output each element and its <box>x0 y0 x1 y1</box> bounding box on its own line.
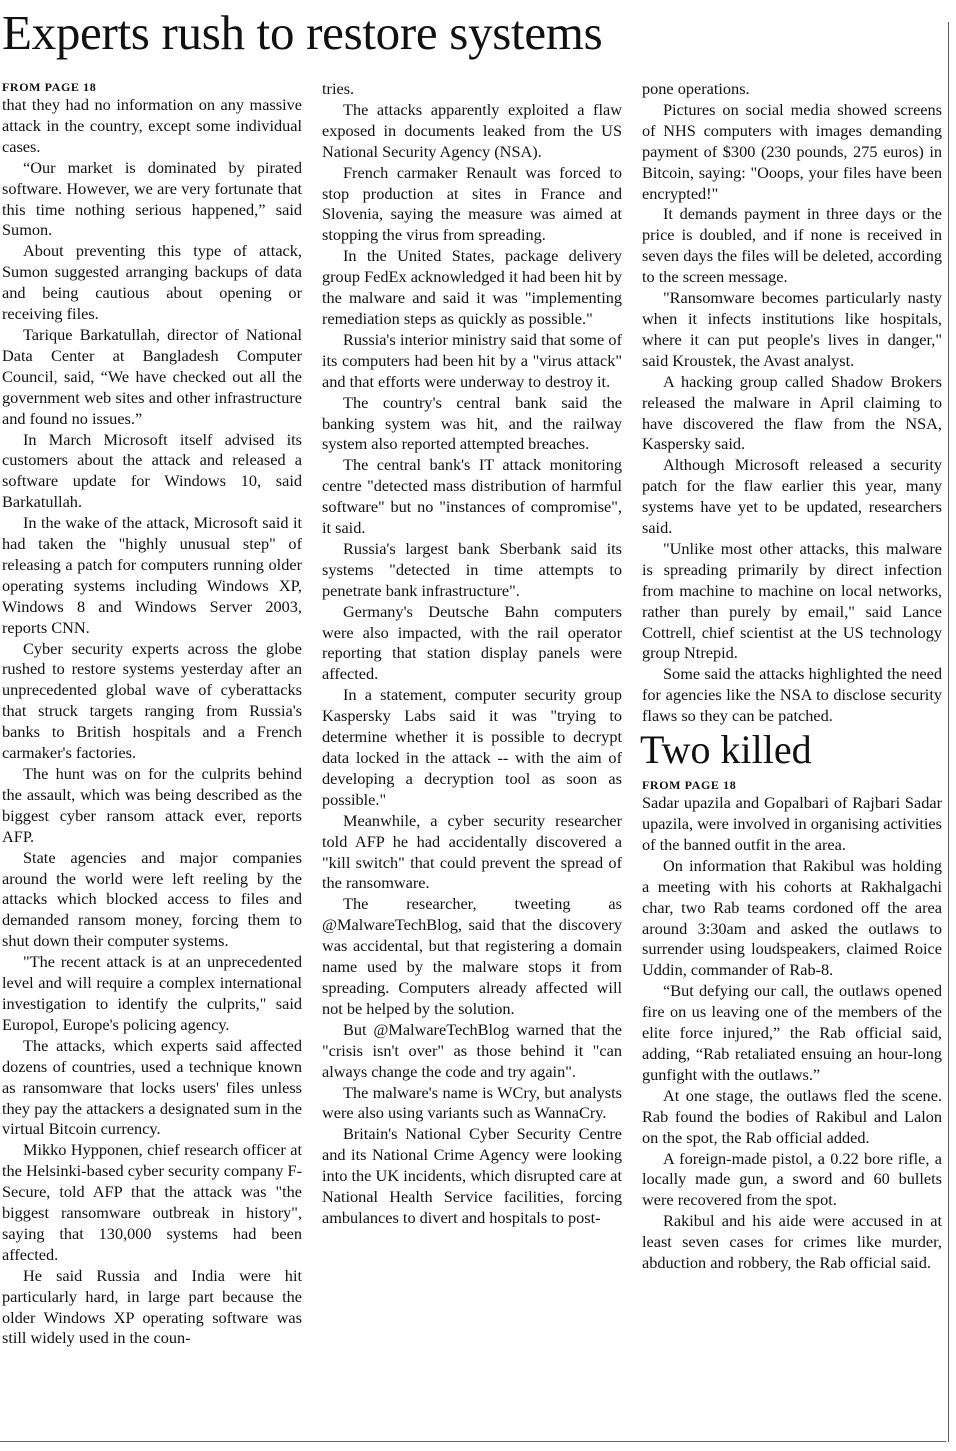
paragraph: In a statement, computer security group Kaspersky Labs said it was "trying to determine whether it is possible to decrypt data locked in the attack -- with the aim of developing a decryption tool as soon as possible." <box>322 685 622 809</box>
kicker-from-page: FROM PAGE 18 <box>2 80 97 94</box>
paragraph: Meanwhile, a cyber security researcher told AFP he had accidentally discovered a "kill switch" that could prevent the spread of the ransomware. <box>322 810 622 893</box>
paragraph: Cyber security experts across the globe rushed to restore systems yesterday after an unprecedented global wave of cyberattacks that struck targets ranging from Russia's banks to British hospitals and a French carmaker's factories. <box>2 638 302 763</box>
paragraph: The attacks, which experts said affected dozens of countries, used a technique known as ransomware that locks users' files unless they pay the attackers a designated sum in the virtual Bitcoin currency. <box>2 1035 302 1139</box>
paragraph: that they had no information on any massive attack in the country, except some individual cases. <box>2 95 302 156</box>
article1-column-1 <box>2 79 302 1349</box>
paragraph: The malware's name is WCry, but analysts were also using variants such as WannaCry. <box>322 1082 622 1123</box>
paragraph: Russia's largest bank Sberbank said its systems "detected in time attempts to penetrate bank infrastructure". <box>322 538 622 600</box>
headline-two-killed: Two killed <box>640 727 812 773</box>
paragraph: Although Microsoft released a security patch for the flaw earlier this year, many systems have yet to be updated, researchers said. <box>642 455 942 538</box>
paragraph: A hacking group called Shadow Brokers released the malware in April claiming to have discovered the flaw from the NSA, Kaspersky said. <box>642 371 942 454</box>
paragraph: Mikko Hypponen, chief research officer at the Helsinki-based cyber security company F-Secure, told AFP that the attack was "the biggest ransomware outbreak in history", saying that 130,000 systems had been affected. <box>2 1140 302 1264</box>
headline-experts-rush: Experts rush to restore systems <box>2 5 603 60</box>
column-rule <box>948 22 949 1442</box>
bottom-rule <box>0 1441 946 1442</box>
paragraph: It demands payment in three days or the price is doubled, and if none is received in seven days the files will be deleted, according to the screen message. <box>642 204 942 287</box>
paragraph: Some said the attacks highlighted the need for agencies like the NSA to disclose security flaws so they can be patched. <box>642 664 942 726</box>
paragraph: Germany's Deutsche Bahn computers were also impacted, with the rail operator reporting that station display panels were affected. <box>322 601 622 684</box>
paragraph: About preventing this type of attack, Sumon suggested arranging backups of data and being cautious about opening or receiving files. <box>2 241 302 324</box>
paragraph: State agencies and major companies around the world were left reeling by the attacks which blocked access to files and demanded ransom money, forcing them to shut down their computer systems. <box>2 847 302 951</box>
paragraph: He said Russia and India were hit particularly hard, in large part because the older Windows XP operating software was still widely used in the coun- <box>2 1265 302 1348</box>
paragraph: "Unlike most other attacks, this malware is spreading primarily by direct infection from machine to machine on local networks, rather than purely by email," said Lance Cottrell, chief scientist at the US technology group Ntrepid. <box>642 538 942 663</box>
paragraph: The attacks apparently exploited a flaw exposed in documents leaked from the US National Security Agency (NSA). <box>322 99 622 161</box>
paragraph: Tarique Barkatullah, director of National Data Center at Bangladesh Computer Council, said, “We have checked out all the government web sites and other infrastructure and found no issues.” <box>2 324 302 428</box>
paragraph: The researcher, tweeting as @MalwareTechBlog, said that the discovery was accidental, but that registering a domain name used by the malware stops it from spreading. Computers already affected will not be helped by the solution. <box>322 894 622 1018</box>
paragraph: Rakibul and his aide were accused in at least seven cases for crimes like murder, abduction and robbery, the Rab official said. <box>642 1211 942 1273</box>
paragraph: Pictures on social media showed screens of NHS computers with images demanding payment of $300 (230 pounds, 275 euros) in Bitcoin, saying: "Ooops, your files have been encrypted!" <box>642 99 942 203</box>
kicker-from-page: FROM PAGE 18 <box>642 778 737 793</box>
paragraph: “But defying our call, the outlaws opened fire on us leaving one of the members of the elite force injured,” the Rab official said, adding, “Rab retaliated ensuing an hour-long gunfight with the outlaws.” <box>642 981 942 1084</box>
paragraph: A foreign-made pistol, a 0.22 bore rifle, a locally made gun, a sword and 60 bullets were recovered from the spot. <box>642 1148 942 1210</box>
paragraph: “Our market is dominated by pirated software. However, we are very fortunate that this time nothing serious happened,” said Sumon. <box>2 157 302 240</box>
paragraph: French carmaker Renault was forced to stop production at sites in France and Slovenia, saying the measure was aimed at stopping the virus from spreading. <box>322 162 622 245</box>
paragraph: "Ransomware becomes particularly nasty when it infects institutions like hospitals, where it can put people's lives in danger," said Kroustek, the Avast analyst. <box>642 288 942 370</box>
paragraph: Russia's interior ministry said that some of its computers had been hit by a "virus attack" and that efforts were underway to destroy it. <box>322 329 622 391</box>
paragraph: Sadar upazila and Gopalbari of Rajbari Sadar upazila, were involved in organising activities of the banned outfit in the area. <box>642 793 942 854</box>
paragraph: In the wake of the attack, Microsoft said it had taken the "highly unusual step" of releasing a patch for computers running older operating systems including Windows XP, Windows 8 and Windows Server 2003, reports CNN. <box>2 513 302 637</box>
paragraph: The hunt was on for the culprits behind the assault, which was being described as the biggest cyber ransom attack ever, reports AFP. <box>2 764 302 846</box>
paragraph: Britain's National Cyber Security Centre and its National Crime Agency were looking into the UK incidents, which disrupted care at National Health Service facilities, forcing ambulances to divert and hospitals to post- <box>322 1124 622 1227</box>
paragraph: In the United States, package delivery group FedEx acknowledged it had been hit by the malware and said it was "implementing remediation steps as quickly as possible." <box>322 246 622 328</box>
paragraph: "The recent attack is at an unprecedented level and will require a complex international investigation to identify the culprits," said Europol, Europe's policing agency. <box>2 952 302 1034</box>
paragraph: The country's central bank said the banking system was hit, and the railway system also reported attempted breaches. <box>322 392 622 454</box>
article1-column-2 <box>322 79 622 1229</box>
paragraph: The central bank's IT attack monitoring centre "detected mass distribution of harmful software" but no "instances of compromise", it said. <box>322 455 622 538</box>
paragraph: pone operations. <box>642 79 750 98</box>
paragraph: But @MalwareTechBlog warned that the "crisis isn't over" as those behind it "can always change the code and try again". <box>322 1019 622 1081</box>
paragraph: On information that Rakibul was holding a meeting with his cohorts at Rakhalgachi char, two Rab teams cordoned off the area around 3:30am and asked the outlaws to surrender using loudspeakers, claimed Roice Uddin, commander of Rab-8. <box>642 855 942 980</box>
paragraph: In March Microsoft itself advised its customers about the attack and released a software update for Windows 10, said Barkatullah. <box>2 429 302 512</box>
paragraph: At one stage, the outlaws fled the scene. Rab found the bodies of Rakibul and Lalon on the spot, the Rab official added. <box>642 1085 942 1147</box>
paragraph: tries. <box>322 79 355 98</box>
article1-column-3 <box>642 79 942 1274</box>
